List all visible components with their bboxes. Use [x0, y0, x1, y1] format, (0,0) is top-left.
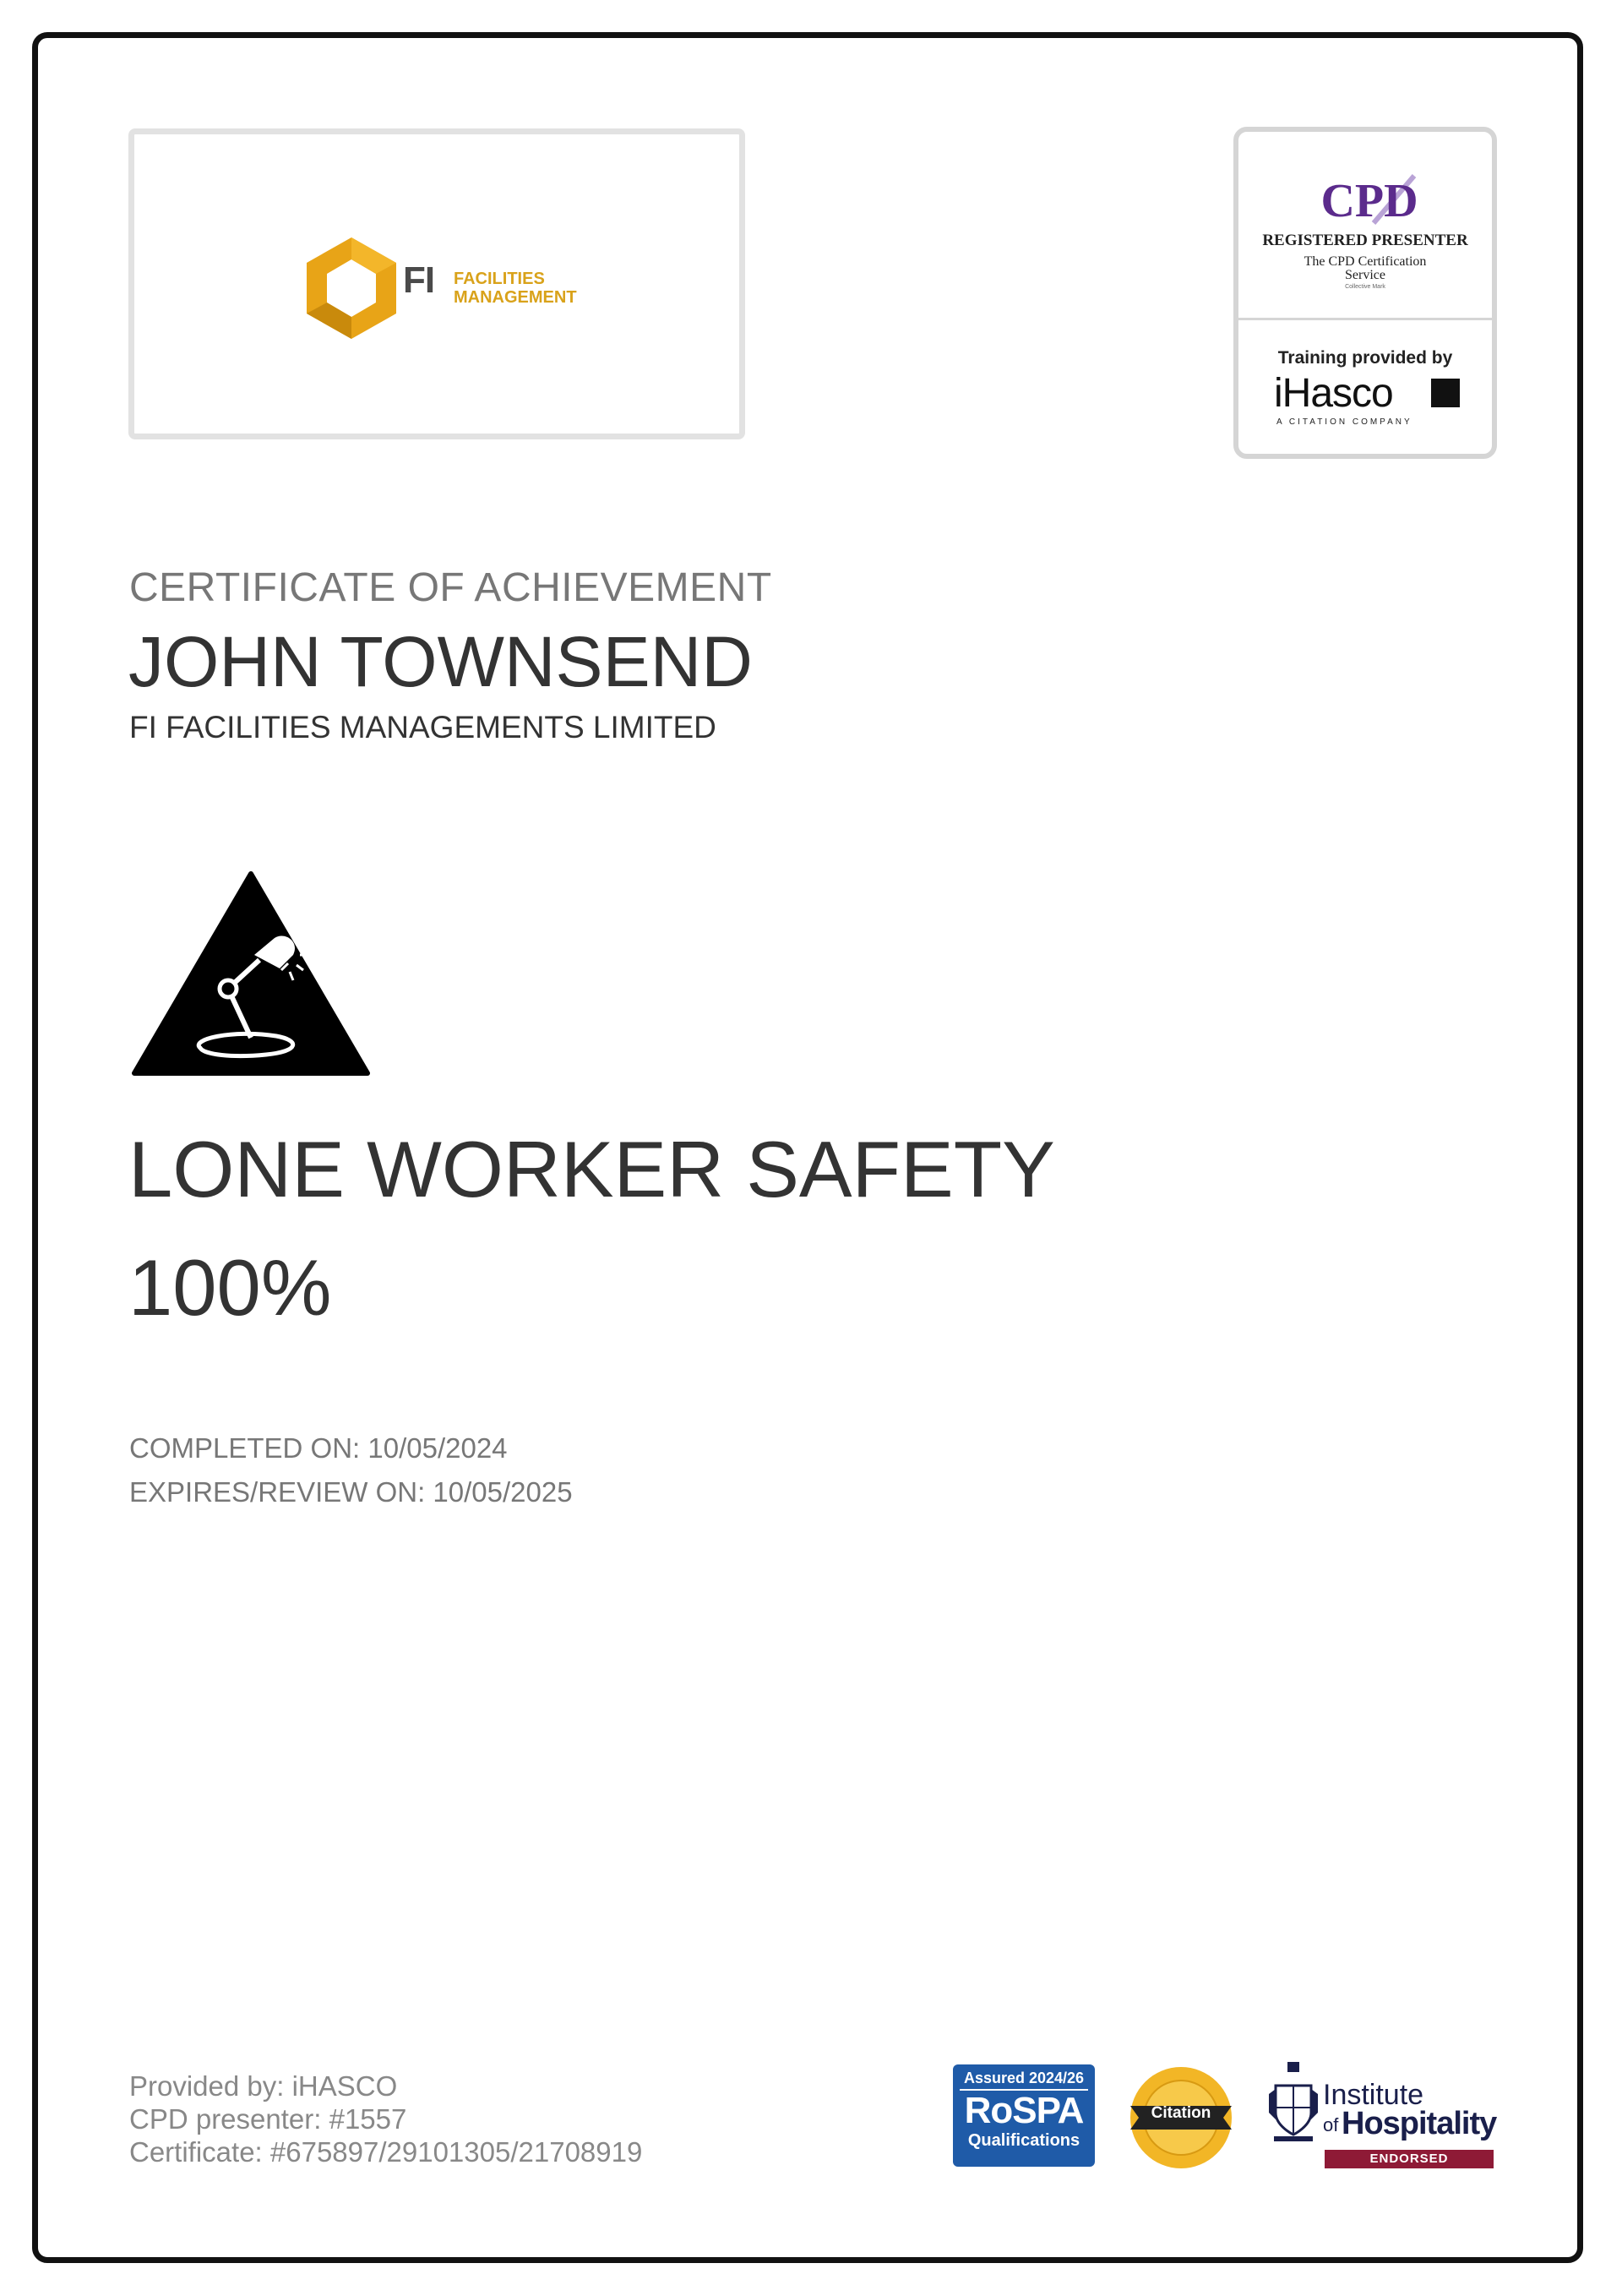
- hexagon-logo-icon: [303, 234, 400, 342]
- cpd-collective-mark: Collective Mark: [1345, 284, 1385, 290]
- ihasco-square-icon: [1431, 379, 1460, 407]
- cpd-registered: REGISTERED PRESENTER: [1262, 232, 1468, 249]
- institute-of-hospitality-logo: [1267, 2060, 1500, 2172]
- certificate-number-line: Certificate: #675897/29101305/21708919: [129, 2136, 643, 2168]
- crest-icon: [1267, 2060, 1320, 2145]
- company-logo-box: [128, 128, 745, 439]
- badge-divider: [1238, 318, 1492, 320]
- ioh-endorsed: ENDORSED: [1325, 2150, 1494, 2168]
- cpd-logo: [1314, 172, 1424, 232]
- rospa-assured: Assured 2024/26: [960, 2070, 1088, 2091]
- rospa-name: RoSPA: [964, 2090, 1084, 2131]
- desk-lamp-warning-icon: [131, 870, 372, 1077]
- cpd-presenter-line: CPD presenter: #1557: [129, 2103, 407, 2135]
- cpd-logo-text: CPD: [1320, 175, 1418, 227]
- citation-label: Citation: [1151, 2104, 1211, 2122]
- certificate-title: CERTIFICATE OF ACHIEVEMENT: [129, 565, 772, 610]
- course-score: 100%: [128, 1243, 332, 1332]
- ihasco-tagline: A CITATION COMPANY: [1276, 417, 1412, 427]
- logo-line-2: MANAGEMENT: [454, 288, 577, 307]
- rospa-qualifications: Qualifications: [967, 2131, 1080, 2150]
- ioh-hospitality: Hospitality: [1342, 2106, 1497, 2141]
- logo-wordmark: [454, 270, 577, 307]
- rospa-logo: [953, 2064, 1095, 2167]
- ihasco-logo-text: iHasco: [1274, 371, 1393, 416]
- cpd-service-line-2: Service: [1345, 268, 1385, 282]
- logo-line-1: FACILITIES: [454, 270, 545, 288]
- logo-letters: FI: [403, 259, 435, 301]
- fi-facilities-logo: [303, 234, 582, 344]
- recipient-company: FI FACILITIES MANAGEMENTS LIMITED: [129, 710, 716, 744]
- recipient-name: JOHN TOWNSEND: [128, 622, 753, 701]
- completed-date: COMPLETED ON: 10/05/2024: [129, 1432, 508, 1464]
- ioh-institute: Institute: [1323, 2079, 1424, 2111]
- course-name: LONE WORKER SAFETY: [128, 1125, 1055, 1213]
- expiry-date: EXPIRES/REVIEW ON: 10/05/2025: [129, 1476, 573, 1508]
- training-provided-label: Training provided by: [1277, 348, 1453, 368]
- provider-line: Provided by: iHASCO: [129, 2070, 398, 2102]
- cpd-ihasco-badge: [1233, 127, 1497, 459]
- cpd-service: [1238, 255, 1492, 282]
- cpd-service-line-1: The CPD Certification: [1304, 254, 1427, 269]
- ioh-of: of: [1323, 2114, 1339, 2135]
- citation-approved-logo: [1125, 2062, 1237, 2173]
